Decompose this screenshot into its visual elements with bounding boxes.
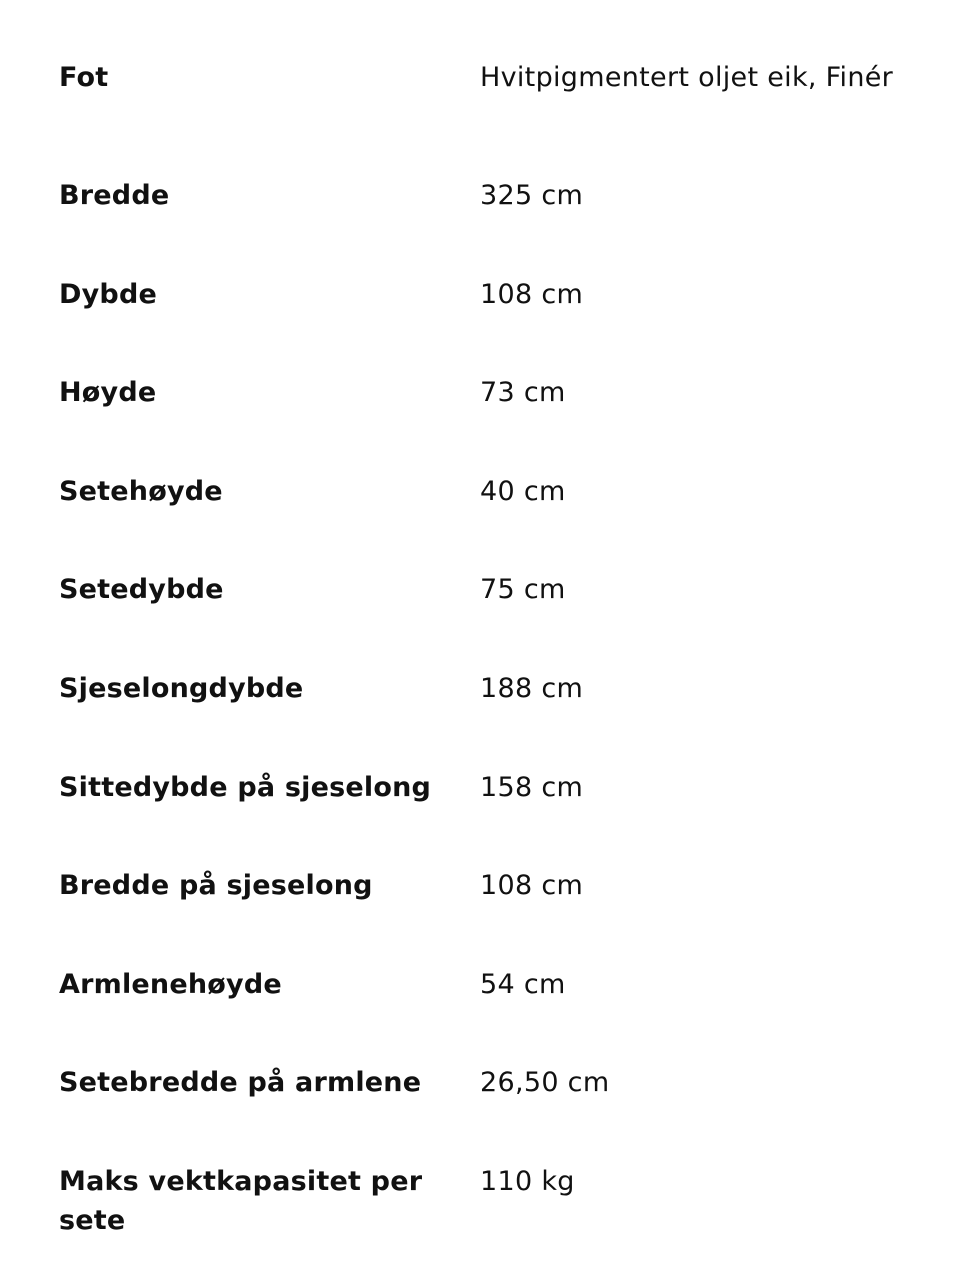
spec-value: 158 cm <box>480 772 584 803</box>
spec-value: 75 cm <box>480 574 566 605</box>
spec-value: 73 cm <box>480 377 566 408</box>
spec-label: Setebredde på armlene <box>59 1067 422 1098</box>
spec-value: 325 cm <box>480 180 584 211</box>
spec-value: 26,50 cm <box>480 1067 610 1098</box>
spec-value: 110 kg <box>480 1166 575 1197</box>
spec-label: Dybde <box>59 279 157 310</box>
spec-label: Fot <box>59 62 109 93</box>
spec-label: Setehøyde <box>59 476 223 507</box>
spec-value: Hvitpigmentert oljet eik, Finér <box>480 62 894 93</box>
spec-value: 108 cm <box>480 279 584 310</box>
spec-value: 188 cm <box>480 673 584 704</box>
spec-value: 108 cm <box>480 870 584 901</box>
spec-label: Armlenehøyde <box>59 969 282 1000</box>
spec-label: Setedybde <box>59 574 224 605</box>
spec-label: Sjeselongdybde <box>59 673 304 704</box>
spec-label: Sittedybde på sjeselong <box>59 772 432 803</box>
spec-label: Maks vektkapasitet per sete <box>59 1166 423 1236</box>
spec-value: 40 cm <box>480 476 566 507</box>
spec-label: Bredde på sjeselong <box>59 870 373 901</box>
spec-label: Høyde <box>59 377 157 408</box>
spec-label: Bredde <box>59 180 170 211</box>
spec-value: 54 cm <box>480 969 566 1000</box>
